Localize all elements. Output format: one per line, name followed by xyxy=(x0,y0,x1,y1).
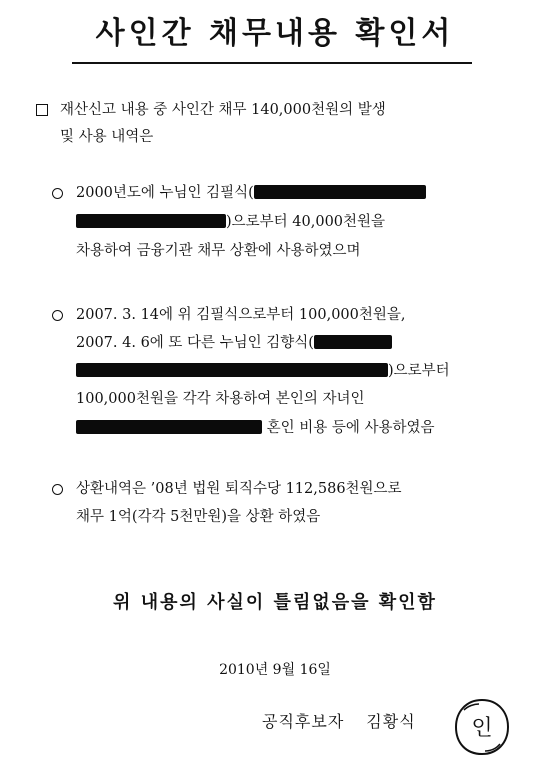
redaction-bar xyxy=(76,420,262,434)
item2-line-3 xyxy=(76,361,450,381)
title-underline xyxy=(72,62,472,64)
item1-line-2 xyxy=(76,212,385,232)
item2-line-5-text: 혼인 비용 등에 사용하였음 xyxy=(266,420,435,436)
circle-bullet-icon xyxy=(52,188,63,199)
signer-role: 공직후보자 xyxy=(262,712,345,731)
item2-line-5 xyxy=(76,418,435,438)
circle-bullet-icon xyxy=(52,310,63,321)
item2-line-2-text: 2007. 4. 6에 또 다른 누님인 김향식( xyxy=(76,335,314,351)
item1-line-1-text: 2000년도에 누님인 김필식( xyxy=(76,185,254,201)
intro-line-1: 재산신고 내용 중 사인간 채무 140,000천원의 발생 xyxy=(60,102,386,118)
intro-line-2: 및 사용 내역은 xyxy=(60,129,154,145)
seal-stamp-icon xyxy=(452,696,512,758)
seal-character: 인 xyxy=(471,716,493,741)
item2-line-2 xyxy=(76,333,392,353)
circle-bullet-icon xyxy=(52,484,63,495)
signer-name: 김황식 xyxy=(366,712,416,731)
confirmation-statement: 위 내용의 사실이 틀림없음을 확인함 xyxy=(113,592,437,613)
redaction-bar xyxy=(76,214,226,228)
item1-line-3: 차용하여 금융기관 채무 상환에 사용하였으며 xyxy=(76,243,361,259)
checkbox-square-icon xyxy=(36,104,48,116)
redaction-bar xyxy=(254,185,426,199)
item1-line-1 xyxy=(76,183,426,203)
redaction-bar xyxy=(76,363,388,377)
item3-line-2: 채무 1억(각각 5천만원)을 상환 하였음 xyxy=(76,509,321,525)
signature-line xyxy=(262,710,416,734)
item2-line-4: 100,000천원을 각각 차용하여 본인의 자녀인 xyxy=(76,391,365,407)
item3-line-1: 상환내역은 ’08년 법원 퇴직수당 112,586천원으로 xyxy=(76,481,402,497)
item1-line-2-text: )으로부터 40,000천원을 xyxy=(226,214,386,230)
redaction-bar xyxy=(314,335,392,349)
item2-line-1: 2007. 3. 14에 위 김필식으로부터 100,000천원을, xyxy=(76,307,406,323)
document-date: 2010년 9월 16일 xyxy=(219,662,331,678)
item2-line-3-text: )으로부터 xyxy=(388,363,450,379)
document-title: 사인간 채무내용 확인서 xyxy=(95,16,455,51)
